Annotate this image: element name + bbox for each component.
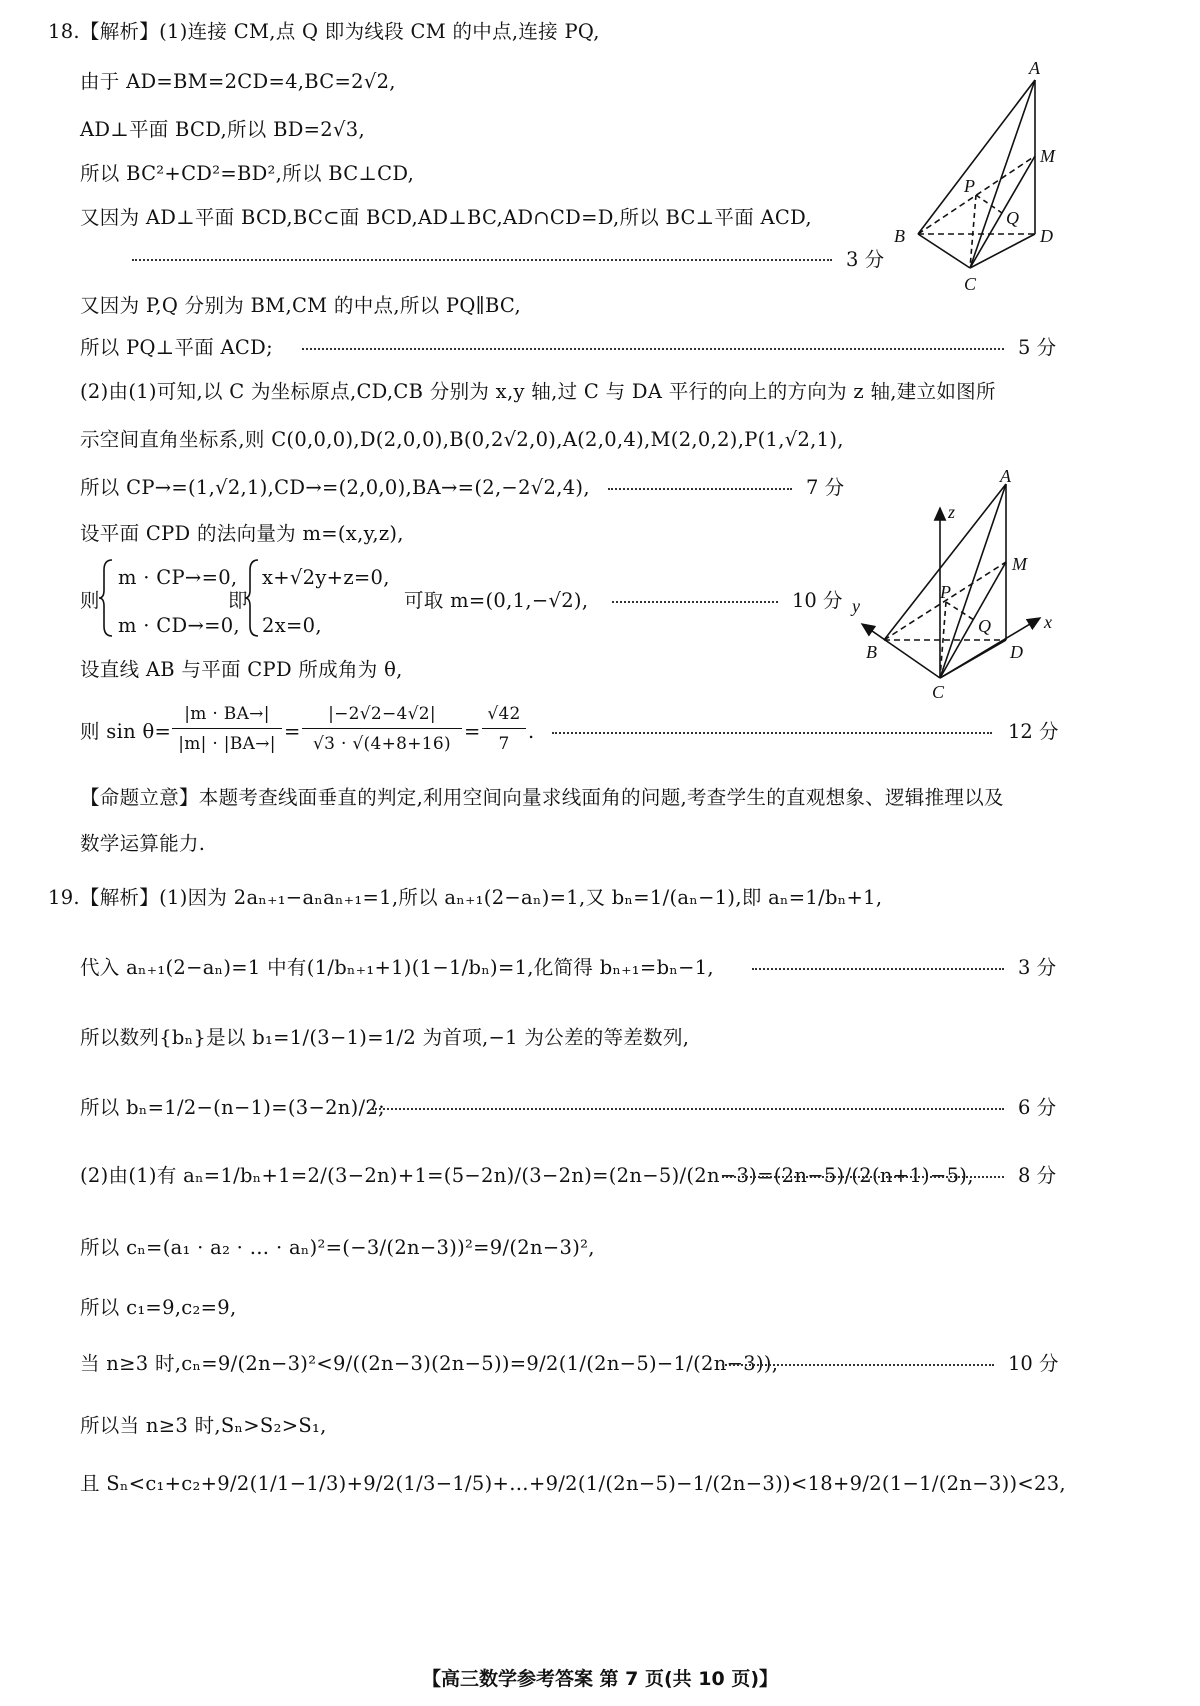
label-c: C <box>964 274 977 294</box>
q19-line-4: 所以 bₙ=1/2−(n−1)=(3−2n)/2; <box>80 1096 386 1119</box>
score-6: 6 分 <box>1018 1096 1057 1119</box>
frac-bar <box>482 728 526 729</box>
score-7: 7 分 <box>806 476 845 499</box>
q19-line-10: 且 Sₙ<c₁+c₂+9/2(1/1−1/3)+9/2(1/3−1/5)+…+9/2(1/(2n−5)−1/(2n−3))<18+9/2(1−1/(2n−3))<23, <box>80 1472 1066 1495</box>
frac-den-1: |m| · |BA→| <box>178 734 276 754</box>
q19-line-7: 所以 c₁=9,c₂=9, <box>80 1296 237 1319</box>
label-c: C <box>932 682 945 702</box>
label-b: B <box>894 226 905 246</box>
normal-vector-choice: 可取 m=(0,1,−√2), <box>404 589 589 612</box>
label-p: P <box>964 176 975 196</box>
score-3: 3 分 <box>1018 956 1057 979</box>
leader-dots <box>612 601 778 603</box>
label-m: M <box>1012 554 1027 574</box>
q18-line-8: (2)由(1)可知,以 C 为坐标原点,CD,CB 分别为 x,y 轴,过 C 与 DA 平行的向上的方向为 z 轴,建立如图所 <box>80 380 996 403</box>
score-12: 12 分 <box>1008 720 1059 743</box>
leader-dots <box>372 1108 1004 1110</box>
q19-line-1: 19.【解析】(1)因为 2aₙ₊₁−aₙaₙ₊₁=1,所以 aₙ₊₁(2−aₙ)=1,又 bₙ=1/(aₙ−1),即 aₙ=1/bₙ+1, <box>48 886 883 909</box>
score-10: 10 分 <box>1008 1352 1059 1375</box>
q18-line-6: 又因为 P,Q 分别为 BM,CM 的中点,所以 PQ∥BC, <box>80 294 521 317</box>
q18-line-10: 所以 CP→=(1,√2,1),CD→=(2,0,0),BA→=(2,−2√2,4), <box>80 476 590 499</box>
frac-bar <box>302 728 462 729</box>
q18-line-2: 由于 AD=BM=2CD=4,BC=2√2, <box>80 70 396 93</box>
q18-intent-cont: 数学运算能力. <box>80 832 206 855</box>
q18-line-3: AD⊥平面 BCD,所以 BD=2√3, <box>80 118 365 141</box>
sin-theta-label: 则 sin θ= <box>80 720 172 743</box>
q19-line-2: 代入 aₙ₊₁(2−aₙ)=1 中有(1/bₙ₊₁+1)(1−1/bₙ)=1,化简得 bₙ₊₁=bₙ−1, <box>80 956 714 979</box>
label-b: B <box>866 642 877 662</box>
system-eq-3: x+√2y+z=0, <box>262 566 390 589</box>
label-y-axis: y <box>852 596 860 616</box>
q18-line-9: 示空间直角坐标系,则 C(0,0,0),D(2,0,0),B(0,2√2,0),A(2,0,4),M(2,0,2),P(1,√2,1), <box>80 428 844 451</box>
tetrahedron-figure <box>880 56 1080 296</box>
q19-line-6: 所以 cₙ=(a₁ · a₂ · … · aₙ)²=(−3/(2n−3))²=9/(2n−3)², <box>80 1236 595 1259</box>
q18-line-4: 所以 BC²+CD²=BD²,所以 BC⊥CD, <box>80 162 415 185</box>
period: . <box>528 720 535 743</box>
leader-dots <box>722 1176 1004 1178</box>
frac-bar <box>172 728 282 729</box>
label-d: D <box>1010 642 1023 662</box>
label-q: Q <box>978 616 991 636</box>
q19-line-9: 所以当 n≥3 时,Sₙ>S₂>S₁, <box>80 1414 327 1437</box>
frac-num-2: |−2√2−4√2| <box>328 704 436 724</box>
eq-sign: = <box>284 720 301 743</box>
label-z-axis: z <box>948 502 956 522</box>
q18-line-7: 所以 PQ⊥平面 ACD; <box>80 336 273 359</box>
left-brace <box>244 558 260 638</box>
score-5: 5 分 <box>1018 336 1057 359</box>
leader-dots <box>752 968 1004 970</box>
score-3: 3 分 <box>846 248 885 271</box>
score-8: 8 分 <box>1018 1164 1057 1187</box>
q18-line-1: 18.【解析】(1)连接 CM,点 Q 即为线段 CM 的中点,连接 PQ, <box>48 20 600 43</box>
system-eq-2: m · CD→=0, <box>118 614 240 637</box>
leader-dots <box>132 259 832 261</box>
frac-num-3: √42 <box>487 704 521 724</box>
q18-namely: 即 <box>228 589 248 612</box>
label-a: A <box>1000 466 1011 486</box>
score-10: 10 分 <box>792 589 843 612</box>
q18-line-11: 设平面 CPD 的法向量为 m=(x,y,z), <box>80 522 404 545</box>
q19-line-5: (2)由(1)有 aₙ=1/bₙ+1=2/(3−2n)+1=(5−2n)/(3−2n)=(2n−5)/(2n−3)=(2n−5)/(2(n+1)−5), <box>80 1164 974 1187</box>
eq-sign: = <box>464 720 481 743</box>
leader-dots <box>608 488 792 490</box>
q18-then: 则 <box>80 589 100 612</box>
leader-dots <box>722 1364 994 1366</box>
q19-line-3: 所以数列{bₙ}是以 b₁=1/(3−1)=1/2 为首项,−1 为公差的等差数列, <box>80 1026 690 1049</box>
system-eq-1: m · CP→=0, <box>118 566 238 589</box>
coordinate-figure <box>844 462 1074 712</box>
label-d: D <box>1040 226 1053 246</box>
system-eq-4: 2x=0, <box>262 614 322 637</box>
left-brace <box>98 558 114 638</box>
q18-line-5: 又因为 AD⊥平面 BCD,BC⊂面 BCD,AD⊥BC,AD∩CD=D,所以 BC⊥平面 ACD, <box>80 206 812 229</box>
frac-den-3: 7 <box>498 734 510 754</box>
label-a: A <box>1029 58 1040 78</box>
page-footer: 【高三数学参考答案 第 7 页(共 10 页)】 <box>421 1668 779 1690</box>
q18-intent: 【命题立意】本题考查线面垂直的判定,利用空间向量求线面角的问题,考查学生的直观想象、逻辑推理以及 <box>80 786 1004 809</box>
label-x-axis: x <box>1044 612 1052 632</box>
q19-line-8: 当 n≥3 时,cₙ=9/(2n−3)²<9/((2n−3)(2n−5))=9/2(1/(2n−5)−1/(2n−3)), <box>80 1352 779 1375</box>
frac-den-2: √3 · √(4+8+16) <box>313 734 451 754</box>
leader-dots <box>552 732 992 734</box>
label-p: P <box>940 582 951 602</box>
label-q: Q <box>1006 208 1019 228</box>
q18-line-13: 设直线 AB 与平面 CPD 所成角为 θ, <box>80 658 403 681</box>
frac-num-1: |m · BA→| <box>184 704 270 724</box>
leader-dots <box>302 348 1004 350</box>
label-m: M <box>1040 146 1055 166</box>
